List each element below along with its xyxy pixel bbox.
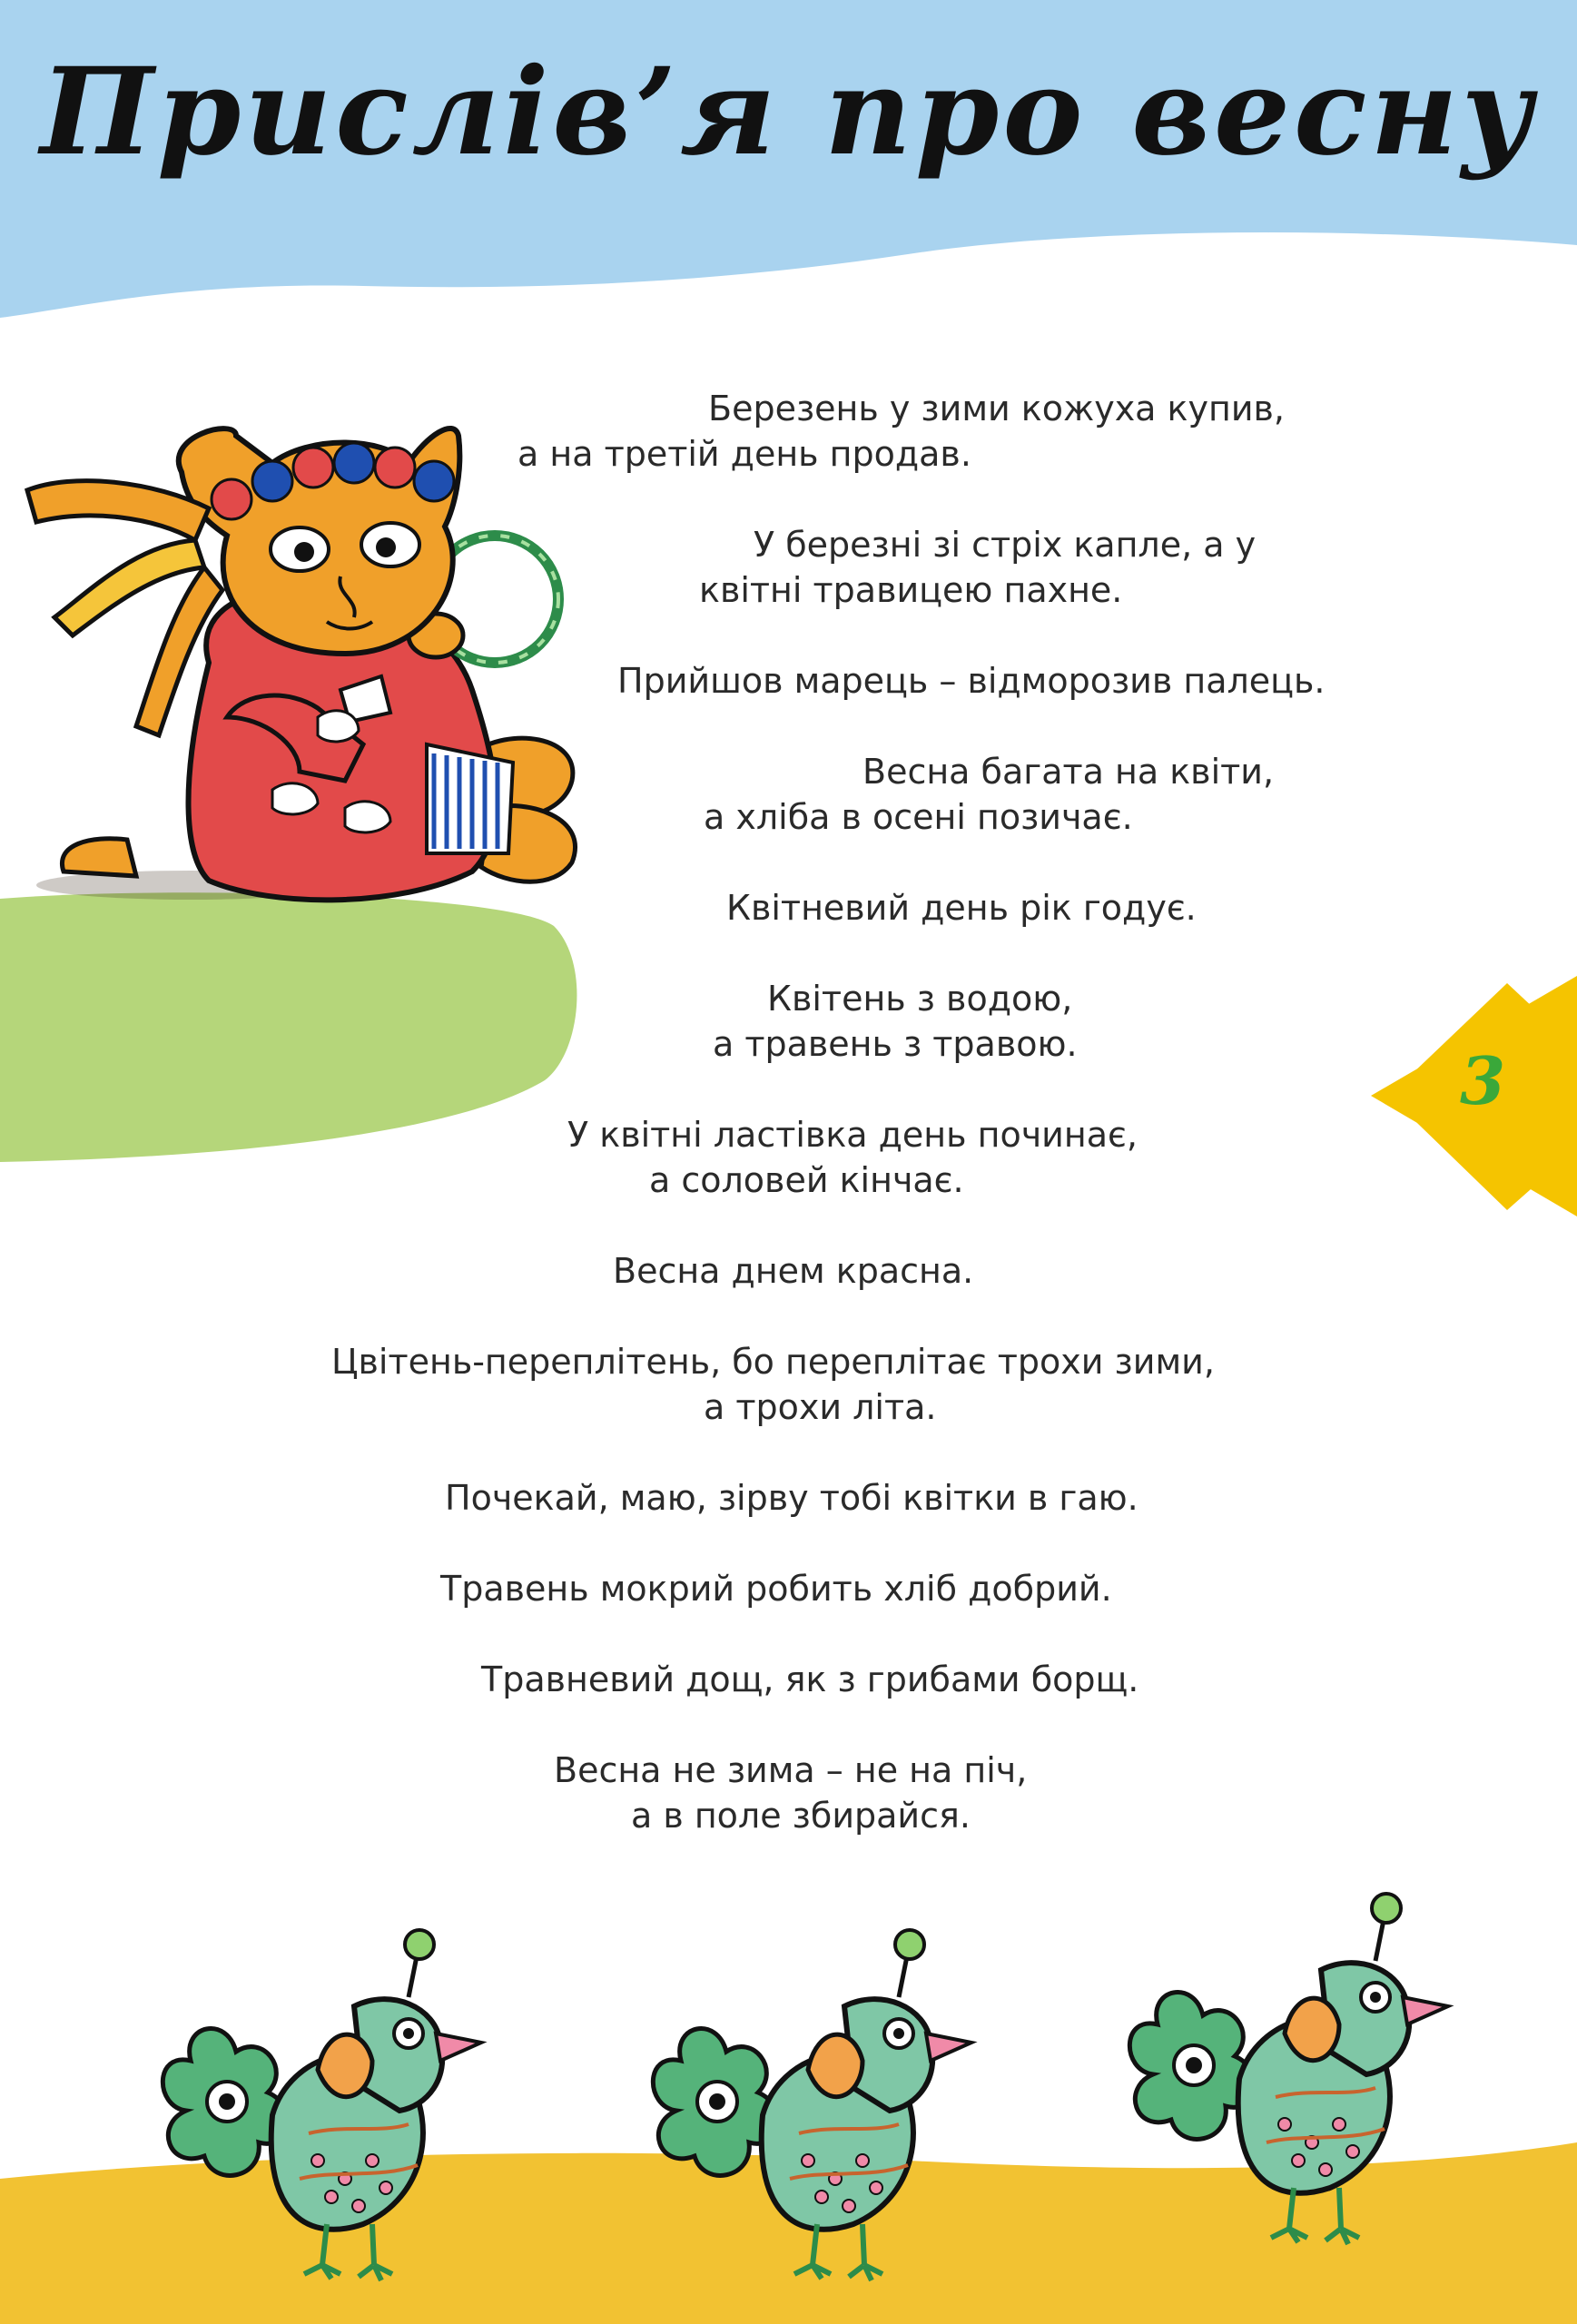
proverb-line: квітні травицею пахне. xyxy=(699,570,1123,610)
bird-icon xyxy=(626,1906,1008,2288)
page-title: Прислів’я про весну xyxy=(40,42,1537,182)
proverb-line: а на третій день продав. xyxy=(517,434,971,474)
proverb-line: а в поле збирайся. xyxy=(631,1796,971,1836)
proverb xyxy=(272,658,1453,704)
proverb xyxy=(272,1112,1453,1203)
proverb xyxy=(272,749,1453,840)
proverb xyxy=(272,1339,1453,1430)
proverb-line: а соловей кінчає. xyxy=(649,1160,964,1200)
page-number: 3 xyxy=(1459,1042,1506,1119)
proverb-line: а травень з травою. xyxy=(713,1024,1078,1064)
proverb-line: Квітень з водою, xyxy=(767,979,1073,1019)
proverb-line: Травень мокрий робить хліб добрий. xyxy=(440,1569,1112,1609)
proverb-line: Почекай, маю, зірву тобі квітки в гаю. xyxy=(445,1478,1138,1518)
proverb xyxy=(272,1748,1453,1838)
proverb xyxy=(272,1248,1453,1294)
proverb-line: Квітневий день рік годує. xyxy=(726,888,1197,928)
proverb-line: Весна не зима – не на піч, xyxy=(554,1750,1028,1790)
proverb xyxy=(272,1657,1453,1702)
proverb-line: Весна днем красна. xyxy=(613,1251,974,1291)
proverb xyxy=(272,1475,1453,1521)
proverb-line: Травневий дощ, як з грибами борщ. xyxy=(481,1659,1139,1699)
proverb xyxy=(272,386,1453,477)
proverb xyxy=(272,1566,1453,1611)
proverb xyxy=(272,976,1453,1067)
proverb xyxy=(272,522,1453,613)
proverb-line: У березні зі стріх капле, а у xyxy=(754,525,1257,565)
proverb-line: Цвітень-переплітень, бо переплітає трохи зими, xyxy=(331,1342,1215,1382)
proverb-line: Березень у зими кожуха купив, xyxy=(708,389,1285,428)
proverb-line: У квітні ластівка день починає, xyxy=(567,1115,1138,1155)
proverb xyxy=(272,885,1453,931)
bird-icon xyxy=(1103,1870,1484,2251)
proverb-line: Весна багата на квіти, xyxy=(862,752,1275,792)
proverbs-list xyxy=(272,386,1453,1884)
bird-icon xyxy=(136,1906,517,2288)
proverb-line: а трохи літа. xyxy=(704,1387,937,1427)
proverb-line: а хліба в осені позичає. xyxy=(704,797,1133,837)
proverb-line: Прийшов марець – відморозив палець. xyxy=(617,661,1326,701)
